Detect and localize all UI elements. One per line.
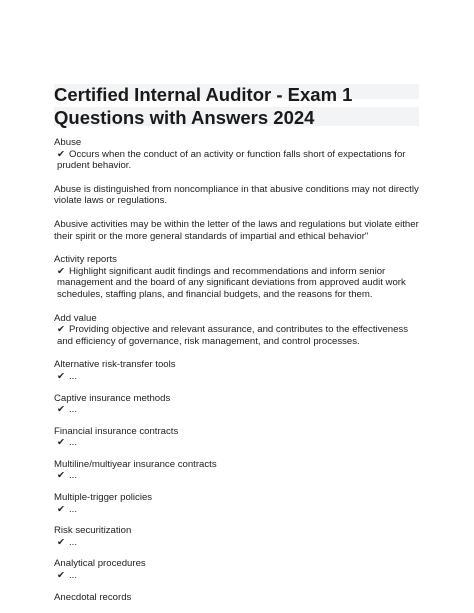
term-multiple-trigger: Multiple-trigger policies bbox=[54, 492, 153, 504]
check-icon: ✔ bbox=[57, 536, 66, 548]
answer-financial-insurance: ✔ ... bbox=[57, 437, 77, 449]
title-line-2: Questions with Answers 2024 bbox=[54, 107, 315, 128]
term-anecdotal-records: Anecdotal records bbox=[54, 591, 132, 603]
term-add-value: Add value bbox=[54, 312, 97, 324]
term-analytical-procedures: Analytical procedures bbox=[54, 558, 146, 570]
check-icon: ✔ bbox=[57, 148, 66, 160]
answer-risk-securitization: ✔ ... bbox=[57, 536, 77, 548]
answer-captive-insurance: ✔ ... bbox=[57, 404, 77, 416]
title-line-1: Certified Internal Auditor - Exam 1 bbox=[54, 84, 353, 105]
answer-analytical-procedures: ✔ ... bbox=[57, 570, 77, 582]
term-financial-insurance: Financial insurance contracts bbox=[54, 425, 179, 437]
check-icon: ✔ bbox=[57, 324, 66, 336]
check-icon: ✔ bbox=[57, 265, 66, 277]
check-icon: ✔ bbox=[57, 437, 66, 449]
check-icon: ✔ bbox=[57, 470, 66, 482]
check-icon: ✔ bbox=[57, 503, 66, 515]
note-abuse-1: Abuse is distinguished from noncompliance in that abusive conditions may not directly violate laws or regulations. bbox=[54, 183, 419, 207]
term-abuse: Abuse bbox=[54, 137, 82, 148]
term-activity-reports: Activity reports bbox=[54, 254, 117, 266]
term-alternative-risk-transfer: Alternative risk-transfer tools bbox=[54, 359, 176, 371]
term-risk-securitization: Risk securitization bbox=[54, 525, 132, 537]
answer-abuse: ✔ Occurs when the conduct of an activity or function falls short of expectations for prudent behavior. bbox=[57, 148, 406, 172]
check-icon: ✔ bbox=[57, 404, 66, 416]
answer-multiline-multiyear: ✔ ... bbox=[57, 470, 77, 482]
answer-activity-reports: ✔ Highlight significant audit findings and recommendations and inform senior management and the board of any significant deviations from approved audit work schedules, staffing plans, and financial budgets, and the reasons for them. bbox=[57, 265, 406, 300]
document-title bbox=[54, 83, 424, 129]
note-abuse-2: Abusive activities may be within the letter of the laws and regulations but violate either their spirit or the more general standards of impartial and ethical behavior" bbox=[54, 218, 419, 242]
answer-add-value: ✔ Providing objective and relevant assurance, and contributes to the effectiveness and efficiency of governance, risk management, and control processes. bbox=[57, 324, 409, 347]
qa-list bbox=[54, 137, 424, 603]
term-captive-insurance: Captive insurance methods bbox=[54, 392, 171, 404]
check-icon: ✔ bbox=[57, 370, 66, 382]
term-multiline-multiyear: Multiline/multiyear insurance contracts bbox=[54, 458, 217, 470]
check-icon: ✔ bbox=[57, 570, 66, 582]
answer-alternative-risk-transfer: ✔ ... bbox=[57, 370, 77, 382]
answer-multiple-trigger: ✔ ... bbox=[57, 503, 77, 515]
